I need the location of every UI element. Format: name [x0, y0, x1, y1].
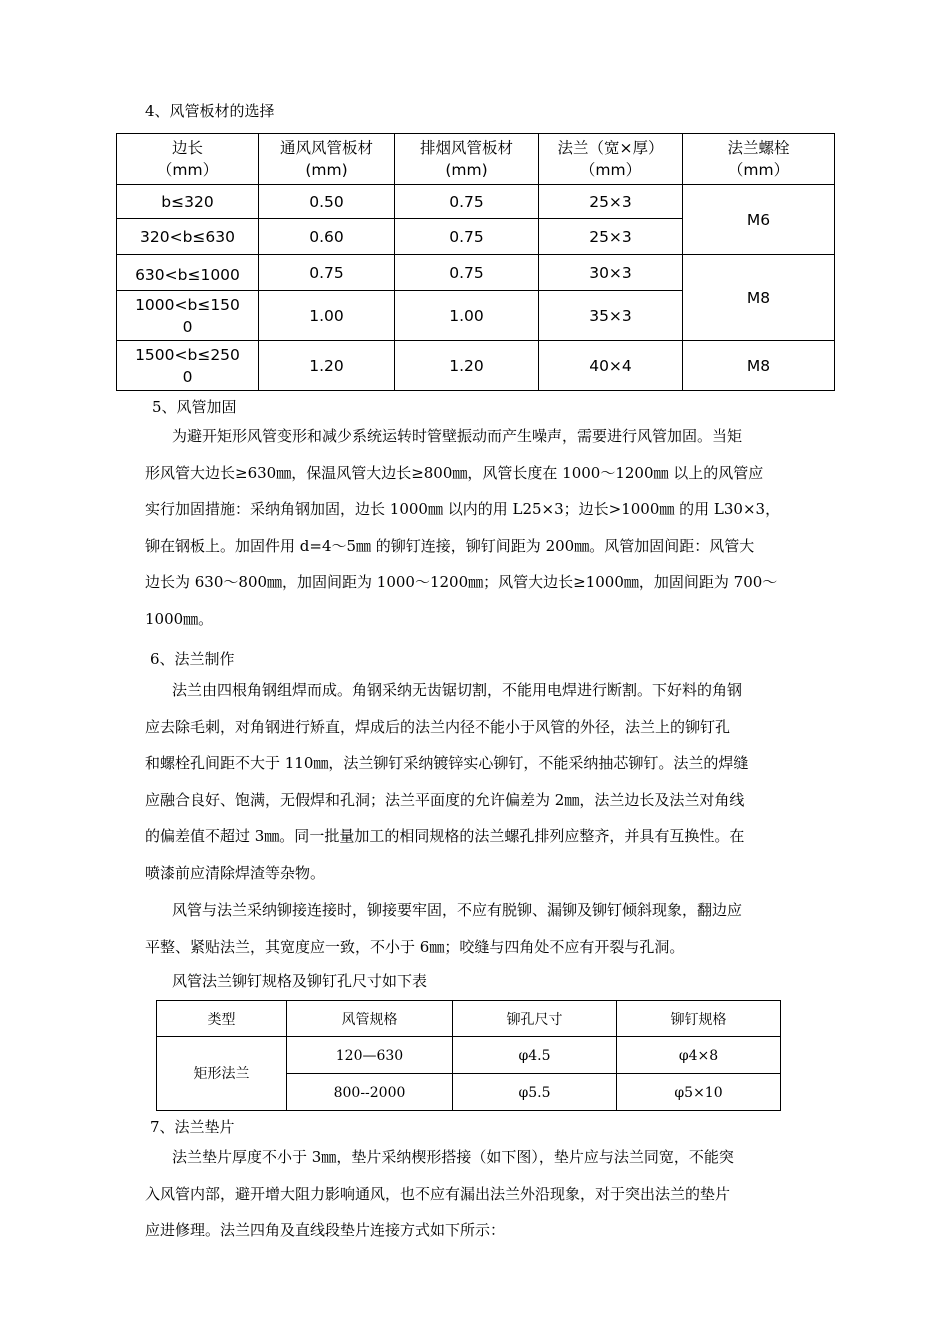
header-flange-bolt: 法兰螺栓 （mm）	[683, 134, 835, 185]
cell-flange: 30×3	[539, 255, 683, 291]
header-duct-spec: 风管规格	[287, 1001, 453, 1037]
text-line: 1000㎜。	[145, 609, 214, 628]
cell-rivet-spec: φ5×10	[617, 1074, 781, 1111]
cell-rivet-spec: φ4×8	[617, 1037, 781, 1074]
section-7-heading: 7、法兰垫片	[150, 1118, 235, 1136]
cell-edge: 320<b≤630	[117, 219, 259, 255]
cell-edge: b≤320	[117, 185, 259, 219]
cell-edge: 1000<b≤150 0	[117, 291, 259, 341]
cell-smoke: 0.75	[395, 255, 539, 291]
table-header-row	[117, 134, 835, 185]
text-line: 铆在钢板上。加固件用 d=4～5㎜ 的铆钉连接，铆钉间距为 200㎜。风管加固间距：风管大	[145, 536, 755, 555]
text-line: 应融合良好、饱满，无假焊和孔洞；法兰平面度的允许偏差为 2㎜，法兰边长及法兰对角线	[145, 790, 745, 809]
header-rivet-spec: 铆钉规格	[617, 1001, 781, 1037]
table-row	[157, 1037, 781, 1074]
section-5-heading: 5、风管加固	[152, 398, 237, 416]
section-7-paragraph	[145, 1139, 734, 1249]
text-line: 喷漆前应清除焊渣等杂物。	[145, 863, 326, 882]
cell-smoke: 0.75	[395, 219, 539, 255]
cell-vent: 0.75	[259, 255, 395, 291]
header-vent-sheet: 通风风管板材 (mm)	[259, 134, 395, 185]
header-edge: 边长 （mm）	[117, 134, 259, 185]
cell-bolt: M8	[683, 341, 835, 391]
text-line: 实行加固措施：采纳角钢加固，边长 1000㎜ 以内的用 L25×3；边长>1000㎜ 的用 L30×3，	[145, 500, 781, 518]
cell-flange: 25×3	[539, 185, 683, 219]
header-smoke-sheet: 排烟风管板材 (mm)	[395, 134, 539, 185]
cell-duct-spec: 120—630	[287, 1037, 453, 1074]
header-flange: 法兰（宽×厚） （mm）	[539, 134, 683, 185]
cell-hole-size: φ5.5	[453, 1074, 617, 1111]
cell-smoke: 1.20	[395, 341, 539, 391]
header-type: 类型	[157, 1001, 287, 1037]
text-line: 法兰垫片厚度不小于 3㎜，垫片采纳楔形搭接（如下图），垫片应与法兰同宽，不能突	[172, 1148, 734, 1166]
table-row	[117, 341, 835, 391]
section-6-heading: 6、法兰制作	[150, 650, 235, 668]
section-6-paragraph-1	[145, 672, 748, 891]
text-line: 为避开矩形风管变形和减少系统运转时管壁振动而产生噪声，需要进行风管加固。当矩	[172, 427, 743, 445]
section-4-heading: 4、风管板材的选择	[145, 102, 275, 120]
table-caption: 风管法兰铆钉规格及铆钉孔尺寸如下表	[172, 972, 428, 990]
cell-bolt: M6	[683, 185, 835, 255]
table-header-row	[157, 1001, 781, 1037]
text-line: 应进修理。法兰四角及直线段垫片连接方式如下所示：	[145, 1221, 506, 1239]
table-row	[117, 255, 835, 291]
cell-hole-size: φ4.5	[453, 1037, 617, 1074]
text-line: 风管与法兰采纳铆接连接时，铆接要牢固，不应有脱铆、漏铆及铆钉倾斜现象，翻边应	[172, 901, 743, 919]
text-line: 边长为 630～800㎜，加固间距为 1000～1200㎜；风管大边长≥1000㎜，加固间距为 700～	[145, 573, 778, 591]
cell-vent: 1.20	[259, 341, 395, 391]
text-line: 和螺栓孔间距不大于 110㎜，法兰铆钉采纳镀锌实心铆钉，不能采纳抽芯铆钉。法兰的焊缝	[145, 754, 749, 772]
table-row	[117, 185, 835, 219]
cell-flange: 35×3	[539, 291, 683, 341]
cell-vent: 0.50	[259, 185, 395, 219]
text-line: 应去除毛刺，对角钢进行矫直，焊成后的法兰内径不能小于风管的外径，法兰上的铆钉孔	[145, 717, 731, 736]
cell-smoke: 1.00	[395, 291, 539, 341]
duct-material-table	[116, 133, 835, 391]
text-line: 入风管内部，避开增大阻力影响通风，也不应有漏出法兰外沿现象，对于突出法兰的垫片	[145, 1184, 731, 1203]
header-hole-size: 铆孔尺寸	[453, 1001, 617, 1037]
cell-smoke: 0.75	[395, 185, 539, 219]
cell-bolt: M8	[683, 255, 835, 341]
text-line: 的偏差值不超过 3㎜。同一批量加工的相同规格的法兰螺孔排列应整齐，并具有互换性。在	[145, 827, 745, 845]
cell-type: 矩形法兰	[157, 1037, 287, 1111]
text-line: 形风管大边长≥630㎜，保温风管大边长≥800㎜，风管长度在 1000～1200㎜ 以上的风管应	[145, 463, 764, 482]
text-line: 法兰由四根角钢组焊而成。角钢采纳无齿锯切割，不能用电焊进行断割。下好料的角钢	[172, 681, 743, 699]
cell-edge: 630<b≤1000	[117, 255, 259, 291]
cell-vent: 0.60	[259, 219, 395, 255]
cell-vent: 1.00	[259, 291, 395, 341]
cell-flange: 40×4	[539, 341, 683, 391]
cell-flange: 25×3	[539, 219, 683, 255]
cell-edge: 1500<b≤250 0	[117, 341, 259, 391]
rivet-spec-table	[156, 1000, 781, 1111]
section-6-paragraph-2	[145, 892, 742, 965]
section-5-paragraph	[145, 418, 780, 637]
cell-duct-spec: 800--2000	[287, 1074, 453, 1111]
text-line: 平整、紧贴法兰，其宽度应一致，不小于 6㎜；咬缝与四角处不应有开裂与孔洞。	[145, 937, 685, 956]
